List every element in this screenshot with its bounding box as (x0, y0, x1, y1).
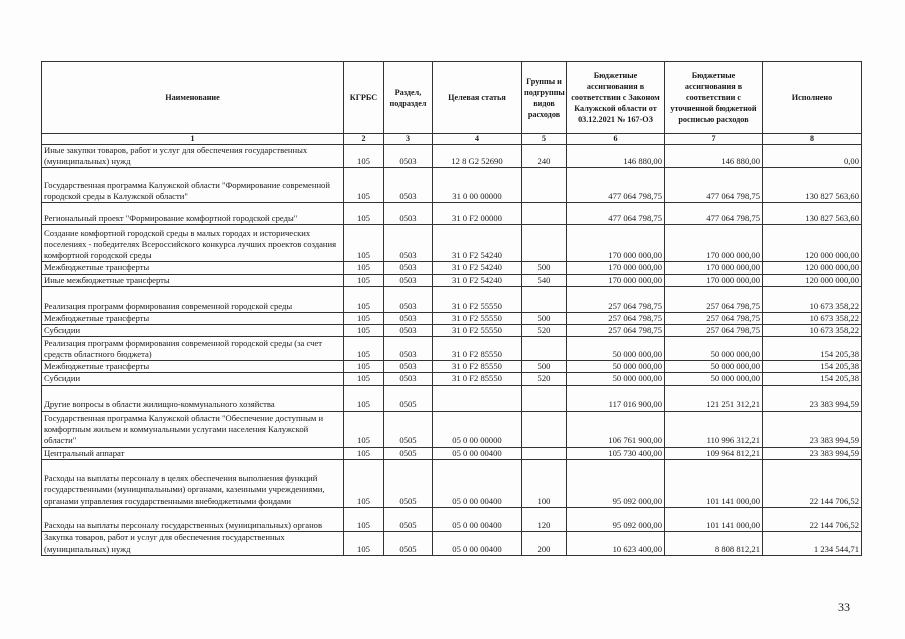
cell-adjusted-allocation: 146 880,00 (665, 145, 763, 168)
cell-target-article: 31 0 F2 85550 (433, 337, 522, 361)
col-number: 5 (522, 134, 567, 145)
cell-expense-group (522, 447, 567, 459)
table-row (42, 286, 862, 312)
table-row (42, 459, 862, 507)
cell-target-article: 12 8 G2 52690 (433, 145, 522, 168)
cell-name: Иные межбюджетные трансферты (42, 274, 344, 286)
cell-executed: 23 383 994,59 (763, 385, 862, 411)
cell-section: 0505 (384, 531, 433, 555)
cell-law-allocation: 146 880,00 (567, 145, 665, 168)
cell-target-article: 31 0 F2 55550 (433, 312, 522, 324)
header-name: Наименование (42, 62, 344, 134)
table-row (42, 447, 862, 459)
cell-expense-group (522, 225, 567, 262)
cell-kgrbs: 105 (344, 168, 384, 203)
cell-adjusted-allocation: 50 000 000,00 (665, 373, 763, 385)
cell-adjusted-allocation: 257 064 798,75 (665, 312, 763, 324)
cell-executed: 130 827 563,60 (763, 203, 862, 225)
cell-name: Другие вопросы в области жилищно-коммунального хозяйства (42, 385, 344, 411)
cell-executed: 0,00 (763, 145, 862, 168)
cell-kgrbs: 105 (344, 225, 384, 262)
cell-target-article: 31 0 F2 54240 (433, 262, 522, 274)
cell-name: Межбюджетные трансферты (42, 262, 344, 274)
header-row (42, 62, 862, 134)
col-number: 7 (665, 134, 763, 145)
cell-executed: 22 144 706,52 (763, 459, 862, 507)
cell-adjusted-allocation: 257 064 798,75 (665, 286, 763, 312)
cell-law-allocation: 50 000 000,00 (567, 361, 665, 373)
table-row (42, 203, 862, 225)
cell-adjusted-allocation: 50 000 000,00 (665, 337, 763, 361)
cell-expense-group (522, 168, 567, 203)
cell-kgrbs: 105 (344, 286, 384, 312)
cell-kgrbs: 105 (344, 507, 384, 531)
cell-kgrbs: 105 (344, 373, 384, 385)
cell-target-article (433, 385, 522, 411)
header-expense-group: Группы и подгруппы видов расходов (522, 62, 567, 134)
table-row (42, 337, 862, 361)
cell-kgrbs: 105 (344, 447, 384, 459)
cell-name: Реализация программ формирования современной городской среды (42, 286, 344, 312)
cell-kgrbs: 105 (344, 262, 384, 274)
cell-law-allocation: 257 064 798,75 (567, 286, 665, 312)
col-number: 3 (384, 134, 433, 145)
cell-section: 0503 (384, 262, 433, 274)
cell-target-article: 05 0 00 00000 (433, 411, 522, 447)
cell-target-article: 31 0 F2 85550 (433, 361, 522, 373)
cell-expense-group: 540 (522, 274, 567, 286)
cell-law-allocation: 95 092 000,00 (567, 507, 665, 531)
cell-target-article: 31 0 F2 55550 (433, 286, 522, 312)
cell-section: 0505 (384, 385, 433, 411)
cell-law-allocation: 105 730 400,00 (567, 447, 665, 459)
col-number: 4 (433, 134, 522, 145)
cell-section: 0505 (384, 507, 433, 531)
cell-adjusted-allocation: 50 000 000,00 (665, 361, 763, 373)
cell-name: Реализация программ формирования современной городской среды (за счет средств областного бюджета) (42, 337, 344, 361)
cell-law-allocation: 170 000 000,00 (567, 274, 665, 286)
cell-law-allocation: 10 623 400,00 (567, 531, 665, 555)
cell-kgrbs: 105 (344, 325, 384, 337)
table-row (42, 385, 862, 411)
col-number: 1 (42, 134, 344, 145)
cell-law-allocation: 170 000 000,00 (567, 225, 665, 262)
table-row (42, 168, 862, 203)
cell-kgrbs: 105 (344, 385, 384, 411)
cell-section: 0503 (384, 373, 433, 385)
header-target-article: Целевая статья (433, 62, 522, 134)
cell-section: 0505 (384, 411, 433, 447)
col-number: 2 (344, 134, 384, 145)
cell-executed: 154 205,38 (763, 337, 862, 361)
cell-expense-group (522, 203, 567, 225)
cell-law-allocation: 257 064 798,75 (567, 325, 665, 337)
cell-kgrbs: 105 (344, 337, 384, 361)
cell-expense-group: 120 (522, 507, 567, 531)
header-section: Раздел, подраздел (384, 62, 433, 134)
cell-law-allocation: 50 000 000,00 (567, 337, 665, 361)
column-number-row (42, 134, 862, 145)
cell-expense-group (522, 385, 567, 411)
cell-executed: 22 144 706,52 (763, 507, 862, 531)
cell-expense-group (522, 411, 567, 447)
cell-section: 0503 (384, 312, 433, 324)
cell-executed: 120 000 000,00 (763, 274, 862, 286)
cell-law-allocation: 257 064 798,75 (567, 312, 665, 324)
table-row (42, 325, 862, 337)
cell-law-allocation: 106 761 900,00 (567, 411, 665, 447)
cell-executed: 120 000 000,00 (763, 225, 862, 262)
cell-executed: 23 383 994,59 (763, 411, 862, 447)
cell-target-article: 31 0 F2 85550 (433, 373, 522, 385)
cell-adjusted-allocation: 477 064 798,75 (665, 168, 763, 203)
table-row (42, 361, 862, 373)
cell-name: Субсидии (42, 373, 344, 385)
cell-section: 0503 (384, 325, 433, 337)
header-executed: Исполнено (763, 62, 862, 134)
cell-law-allocation: 50 000 000,00 (567, 373, 665, 385)
cell-target-article: 31 0 F2 00000 (433, 203, 522, 225)
cell-target-article: 05 0 00 00400 (433, 507, 522, 531)
cell-kgrbs: 105 (344, 459, 384, 507)
cell-executed: 23 383 994,59 (763, 447, 862, 459)
cell-expense-group: 100 (522, 459, 567, 507)
header-kgrbs: КГРБС (344, 62, 384, 134)
cell-adjusted-allocation: 8 808 812,21 (665, 531, 763, 555)
cell-adjusted-allocation: 101 141 000,00 (665, 459, 763, 507)
table-row (42, 225, 862, 262)
table-row (42, 274, 862, 286)
cell-target-article: 05 0 00 00400 (433, 459, 522, 507)
cell-target-article: 05 0 00 00400 (433, 447, 522, 459)
cell-expense-group (522, 286, 567, 312)
page-number: 33 (838, 600, 850, 614)
cell-section: 0505 (384, 447, 433, 459)
cell-executed: 10 673 358,22 (763, 325, 862, 337)
cell-law-allocation: 477 064 798,75 (567, 168, 665, 203)
cell-name: Расходы на выплаты персоналу в целях обеспечения выполнения функций государственными (муниципальными) органами, казенными учреждениями, органами управления государственными внебюджетными фондами (42, 459, 344, 507)
cell-expense-group: 500 (522, 312, 567, 324)
budget-table (41, 61, 862, 556)
table-row (42, 507, 862, 531)
cell-section: 0503 (384, 274, 433, 286)
cell-name: Субсидии (42, 325, 344, 337)
cell-adjusted-allocation: 170 000 000,00 (665, 262, 763, 274)
cell-expense-group (522, 337, 567, 361)
cell-section: 0505 (384, 459, 433, 507)
cell-name: Межбюджетные трансферты (42, 312, 344, 324)
cell-name: Государственная программа Калужской области "Обеспечение доступным и комфортным жильем и коммунальными услугами населения Калужской области" (42, 411, 344, 447)
table-row (42, 373, 862, 385)
cell-executed: 154 205,38 (763, 361, 862, 373)
cell-expense-group: 520 (522, 325, 567, 337)
cell-law-allocation: 170 000 000,00 (567, 262, 665, 274)
cell-law-allocation: 95 092 000,00 (567, 459, 665, 507)
cell-name: Межбюджетные трансферты (42, 361, 344, 373)
cell-section: 0503 (384, 168, 433, 203)
col-number: 8 (763, 134, 862, 145)
table-row (42, 531, 862, 555)
cell-law-allocation: 477 064 798,75 (567, 203, 665, 225)
cell-target-article: 31 0 F2 54240 (433, 225, 522, 262)
header-adjusted-allocation: Бюджетные ассигнования в соответствии с уточненной бюджетной росписью расходов (665, 62, 763, 134)
cell-name: Создание комфортной городской среды в малых городах и исторических поселениях - победителях Всероссийского конкурса лучших проектов создания комфортной городской среды (42, 225, 344, 262)
cell-executed: 10 673 358,22 (763, 286, 862, 312)
cell-executed: 130 827 563,60 (763, 168, 862, 203)
cell-section: 0503 (384, 286, 433, 312)
cell-adjusted-allocation: 109 964 812,21 (665, 447, 763, 459)
cell-section: 0503 (384, 203, 433, 225)
cell-adjusted-allocation: 477 064 798,75 (665, 203, 763, 225)
cell-name: Государственная программа Калужской области "Формирование современной городской среды в Калужской области" (42, 168, 344, 203)
table-row (42, 145, 862, 168)
cell-kgrbs: 105 (344, 361, 384, 373)
cell-executed: 1 234 544,71 (763, 531, 862, 555)
cell-law-allocation: 117 016 900,00 (567, 385, 665, 411)
cell-expense-group: 200 (522, 531, 567, 555)
cell-executed: 10 673 358,22 (763, 312, 862, 324)
cell-kgrbs: 105 (344, 411, 384, 447)
cell-expense-group: 240 (522, 145, 567, 168)
cell-kgrbs: 105 (344, 312, 384, 324)
cell-expense-group: 520 (522, 373, 567, 385)
cell-kgrbs: 105 (344, 203, 384, 225)
cell-kgrbs: 105 (344, 531, 384, 555)
cell-section: 0503 (384, 225, 433, 262)
cell-kgrbs: 105 (344, 145, 384, 168)
cell-executed: 154 205,38 (763, 373, 862, 385)
cell-kgrbs: 105 (344, 274, 384, 286)
cell-target-article: 31 0 F2 55550 (433, 325, 522, 337)
cell-name: Региональный проект "Формирование комфортной городской среды" (42, 203, 344, 225)
cell-name: Расходы на выплаты персоналу государственных (муниципальных) органов (42, 507, 344, 531)
table-row (42, 262, 862, 274)
cell-section: 0503 (384, 145, 433, 168)
cell-name: Иные закупки товаров, работ и услуг для обеспечения государственных (муниципальных) нужд (42, 145, 344, 168)
cell-target-article: 05 0 00 00400 (433, 531, 522, 555)
cell-adjusted-allocation: 170 000 000,00 (665, 274, 763, 286)
header-law-allocation: Бюджетные ассигнования в соответствии с Законом Калужской области от 03.12.2021 № 167-ОЗ (567, 62, 665, 134)
cell-name: Закупка товаров, работ и услуг для обеспечения государственных (муниципальных) нужд (42, 531, 344, 555)
cell-expense-group: 500 (522, 262, 567, 274)
cell-adjusted-allocation: 257 064 798,75 (665, 325, 763, 337)
cell-adjusted-allocation: 101 141 000,00 (665, 507, 763, 531)
table-row (42, 411, 862, 447)
table-row (42, 312, 862, 324)
cell-section: 0503 (384, 337, 433, 361)
cell-adjusted-allocation: 170 000 000,00 (665, 225, 763, 262)
cell-target-article: 31 0 F2 54240 (433, 274, 522, 286)
cell-target-article: 31 0 00 00000 (433, 168, 522, 203)
cell-adjusted-allocation: 110 996 312,21 (665, 411, 763, 447)
cell-executed: 120 000 000,00 (763, 262, 862, 274)
col-number: 6 (567, 134, 665, 145)
cell-name: Центральный аппарат (42, 447, 344, 459)
cell-expense-group: 500 (522, 361, 567, 373)
cell-adjusted-allocation: 121 251 312,21 (665, 385, 763, 411)
cell-section: 0503 (384, 361, 433, 373)
